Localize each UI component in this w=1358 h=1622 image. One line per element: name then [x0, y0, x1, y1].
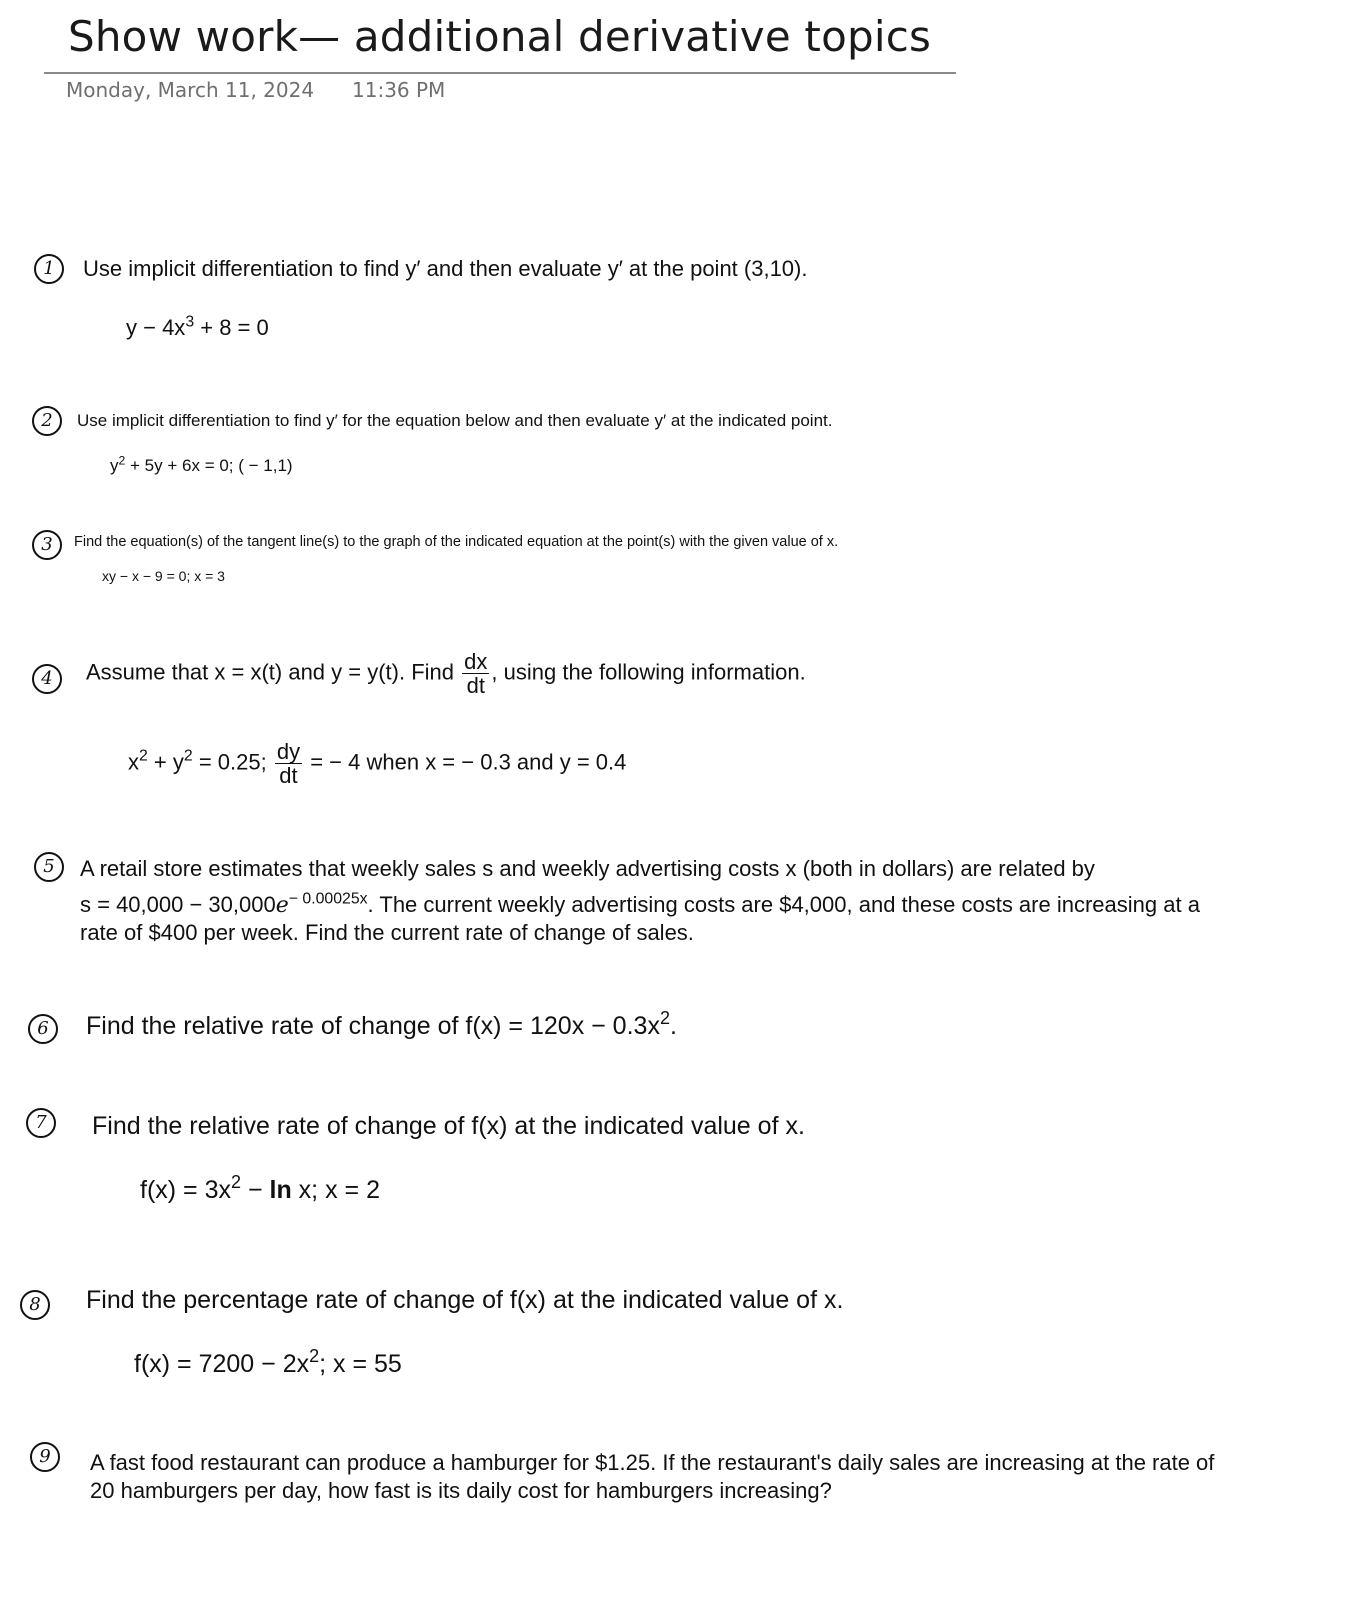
problem-number-3: 3: [32, 530, 62, 560]
eq-part: + y: [147, 749, 184, 775]
problem-8-text: Find the percentage rate of change of f(x) at the indicated value of x.: [86, 1286, 844, 1314]
problem-8-equation: [134, 1346, 402, 1379]
problem-4-equation: [128, 740, 626, 787]
problem-number-5: 5: [34, 852, 64, 882]
fraction-denominator: dt: [466, 673, 485, 699]
problem-1-equation: [126, 315, 269, 341]
problem-number-9: 9: [30, 1442, 60, 1472]
eq-exponent: − 0.00025x: [288, 890, 368, 908]
problem-3-equation: xy − x − 9 = 0; x = 3: [102, 568, 225, 584]
fraction-numerator: dy: [276, 739, 301, 764]
text-part: , using the following information.: [491, 659, 806, 685]
problem-9-line-2: 20 hamburgers per day, how fast is its daily cost for hamburgers increasing?: [90, 1478, 832, 1503]
eq-part: x: [128, 749, 139, 775]
eq-part: x; x = 2: [291, 1176, 380, 1204]
eq-part: + 5y + 6x = 0; ( − 1,1): [125, 456, 293, 475]
problem-9-line-1: A fast food restaurant can produce a hamburger for $1.25. If the restaurant's daily sales are increasing at the rate of: [90, 1450, 1215, 1475]
problem-1-text: Use implicit differentiation to find y′ and then evaluate y′ at the point (3,10).: [83, 256, 808, 281]
problem-5-line-1: A retail store estimates that weekly sales s and weekly advertising costs x (both in dollars) are related by: [80, 856, 1095, 881]
problem-number-4: 4: [32, 664, 62, 694]
problem-5-line-2: [80, 892, 1200, 918]
problem-6-text: [86, 1008, 677, 1041]
eq-exponent: 2: [231, 1172, 242, 1193]
problem-2-equation: [110, 453, 293, 476]
eq-part: = − 4 when x = − 0.3 and y = 0.4: [310, 749, 627, 775]
problem-4-text: [86, 650, 806, 697]
eq-exponent: 2: [139, 747, 148, 765]
eq-part: −: [241, 1176, 270, 1204]
eq-part: f(x) = 7200 − 2x: [134, 1350, 310, 1378]
problem-number-2: 2: [32, 406, 62, 436]
euler-e: e: [275, 893, 289, 918]
problem-number-8: 8: [20, 1290, 50, 1320]
eq-exponent: 3: [185, 313, 195, 331]
fraction-dy-dt: [275, 740, 302, 787]
fraction-numerator: dx: [464, 649, 488, 674]
title-divider: [44, 72, 956, 74]
fraction-dx-dt: [462, 650, 489, 697]
ln-function: ln: [269, 1176, 292, 1204]
eq-exponent: 2: [118, 453, 126, 468]
eq-part: y − 4x: [126, 315, 186, 340]
eq-part: = 0.25;: [192, 749, 267, 775]
eq-exponent: 2: [309, 1346, 320, 1367]
eq-part: y: [110, 456, 119, 475]
eq-part: ; x = 55: [319, 1350, 402, 1378]
problem-7-text: Find the relative rate of change of f(x) at the indicated value of x.: [92, 1112, 805, 1140]
fraction-denominator: dt: [279, 763, 298, 789]
problem-2-text: Use implicit differentiation to find y′ for the equation below and then evaluate y′ at the indicated point.: [77, 411, 833, 430]
eq-exponent: 2: [183, 747, 193, 765]
text-part: . The current weekly advertising costs are $4,000, and these costs are increasing at a: [367, 892, 1200, 917]
problem-number-1: 1: [34, 254, 64, 284]
problem-3-text: Find the equation(s) of the tangent line(s) to the graph of the indicated equation at the point(s) with the given value of x.: [74, 534, 839, 550]
page-title: Show work— additional derivative topics: [68, 12, 932, 61]
eq-exponent: 2: [659, 1008, 670, 1029]
page-time: 11:36 PM: [352, 78, 446, 102]
page-date: Monday, March 11, 2024: [66, 78, 315, 102]
problem-number-6: 6: [28, 1014, 58, 1044]
text-part: Find the relative rate of change of f(x) = 120x − 0.3x: [86, 1012, 660, 1040]
eq-part: s = 40,000 − 30,000: [80, 892, 276, 917]
eq-part: + 8 = 0: [194, 315, 269, 340]
problem-7-equation: [140, 1172, 380, 1205]
eq-part: f(x) = 3x: [140, 1176, 231, 1204]
text-part: Assume that x = x(t) and y = y(t). Find: [86, 659, 455, 685]
text-part: .: [669, 1012, 677, 1040]
problem-number-7: 7: [26, 1108, 56, 1138]
problem-5-line-3: rate of $400 per week. Find the current rate of change of sales.: [80, 920, 694, 945]
